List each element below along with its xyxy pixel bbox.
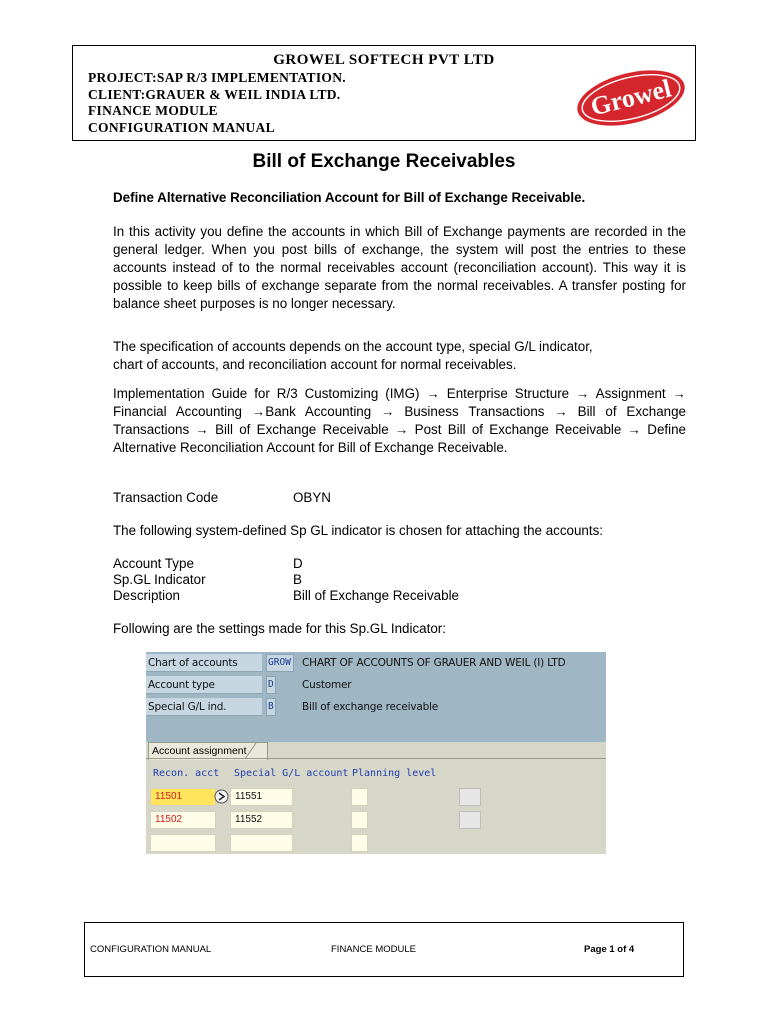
account-type-value: D	[293, 556, 303, 571]
column-header-planning-level: Planning level	[352, 768, 437, 779]
chart-of-accounts-field[interactable]: GROW	[266, 654, 294, 672]
growel-logo	[573, 58, 689, 134]
intro-paragraph: In this activity you define the accounts in which Bill of Exchange payments are recorded in the general ledger. When you post bills of exchange, the system will post the entries to these accounts instead of to the normal receivables account (reconciliation account). This way it is possible to keep bills of exchange separate from the normal receivables. A transfer posting for balance sheet purposes is no longer necessary.	[113, 224, 686, 311]
account-type-desc: Customer	[302, 679, 352, 691]
section-subheading: Define Alternative Reconciliation Account for Bill of Exchange Receivable.	[113, 190, 586, 205]
document-header	[72, 45, 696, 141]
transaction-code-label: Transaction Code	[113, 490, 219, 505]
recon-acct-cell[interactable]: 11501	[150, 788, 216, 806]
sap-header-area	[146, 652, 606, 742]
footer-manual: CONFIGURATION MANUAL	[90, 944, 212, 955]
company-name: GROWEL SOFTECH PVT LTD	[273, 52, 495, 68]
column-header-special-gl-account: Special G/L account	[234, 768, 349, 779]
specification-paragraph	[113, 338, 686, 374]
special-gl-ind-label: Special G/L ind.	[146, 698, 262, 716]
chart-of-accounts-desc: CHART OF ACCOUNTS OF GRAUER AND WEIL (I) LTD	[302, 657, 566, 669]
project-line: PROJECT:SAP R/3 IMPLEMENTATION.	[88, 70, 346, 85]
manual-line: CONFIGURATION MANUAL	[88, 120, 275, 135]
sap-screenshot	[146, 652, 606, 854]
footer-module: FINANCE MODULE	[331, 944, 416, 955]
transaction-code-value: OBYN	[293, 490, 331, 505]
recon-acct-cell[interactable]	[150, 834, 216, 852]
img-path-paragraph: Implementation Guide for R/3 Customizing (IMG) → Enterprise Structure → Assignment → Financial Accounting →Bank Accounting → Business Transactions → Bill of Exchange Transactions → Bill of Exchange Receivable → Post Bill of Exchange Receivable → Define Alternative Reconciliation Account for Bill of Exchange Receivable.	[113, 386, 686, 455]
special-gl-account-cell[interactable]: 11552	[230, 811, 293, 829]
page-title: Bill of Exchange Receivables	[252, 151, 516, 172]
recon-acct-cell[interactable]: 11502	[150, 811, 216, 829]
special-gl-account-cell[interactable]	[230, 834, 293, 852]
settings-intro: Following are the settings made for this Sp.GL Indicator:	[113, 621, 446, 636]
module-line: FINANCE MODULE	[88, 103, 218, 118]
planning-level-cell[interactable]	[351, 788, 368, 806]
sp-gl-indicator-value: B	[293, 572, 302, 587]
client-line: CLIENT:GRAUER & WEIL INDIA LTD.	[88, 87, 341, 102]
special-gl-ind-desc: Bill of exchange receivable	[302, 701, 439, 713]
tab-account-assignment[interactable]: Account assignment	[148, 742, 268, 760]
planning-level-cell[interactable]	[351, 834, 368, 852]
sp-gl-indicator-label: Sp.GL Indicator	[113, 572, 206, 587]
description-value: Bill of Exchange Receivable	[293, 588, 459, 603]
chart-of-accounts-label: Chart of accounts	[146, 654, 262, 672]
description-label: Description	[113, 588, 180, 603]
row-checkbox[interactable]	[459, 811, 481, 829]
special-gl-ind-field[interactable]: B	[266, 698, 276, 716]
row-checkbox[interactable]	[459, 788, 481, 806]
footer-page-number: Page 1 of 4	[584, 944, 635, 955]
document-footer	[84, 922, 684, 977]
specification-line-2: chart of accounts, and reconciliation account for normal receivables.	[113, 357, 517, 372]
account-type-field-label: Account type	[146, 676, 262, 694]
sp-gl-intro: The following system-defined Sp GL indicator is chosen for attaching the accounts:	[113, 523, 604, 538]
logo-text: Growel	[587, 73, 675, 122]
planning-level-cell[interactable]	[351, 811, 368, 829]
tab-edge-icon	[245, 742, 257, 759]
special-gl-account-cell[interactable]: 11551	[230, 788, 293, 806]
account-type-field[interactable]: D	[266, 676, 276, 694]
f4-help-icon[interactable]	[214, 789, 229, 804]
column-header-recon-acct: Recon. acct	[153, 768, 220, 779]
account-type-label: Account Type	[113, 556, 194, 571]
specification-line-1: The specification of accounts depends on the account type, special G/L indicator,	[113, 339, 593, 354]
tab-divider	[146, 758, 606, 759]
